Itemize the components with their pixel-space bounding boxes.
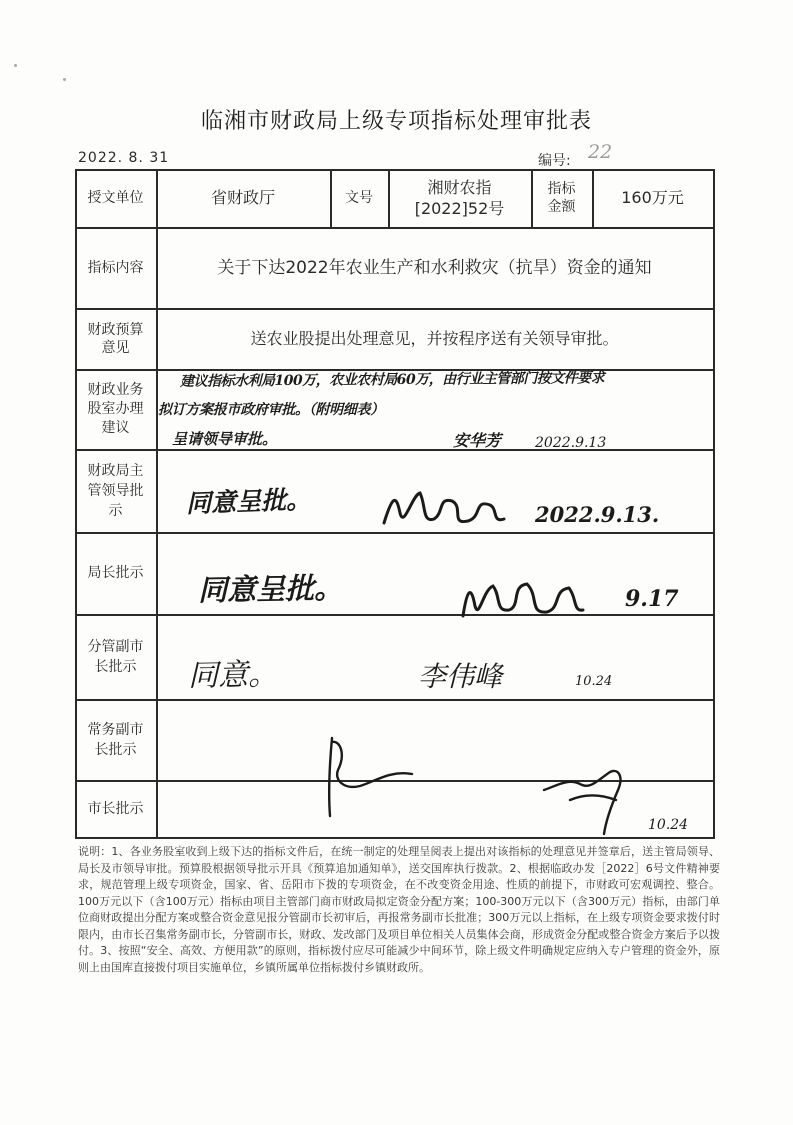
handwritten-signature: [455, 572, 585, 624]
amount-label-line: 指标: [547, 181, 576, 197]
handwritten-suggestion-line: 拟订方案报市政府审批。（附明细表）: [158, 402, 384, 418]
exec-vice-mayor-label-line: 长批示: [94, 741, 137, 758]
handwritten-date: 2022.9.13.: [535, 502, 660, 527]
serial-label: 编号:: [538, 153, 571, 169]
vice-mayor-label-line: 分管副市: [87, 638, 144, 655]
handwritten-date: 2022.9.13: [535, 435, 607, 451]
handwritten-instruction: 同意呈批。: [197, 570, 344, 608]
handwritten-instruction: 同意呈批。: [185, 484, 312, 519]
content-label: 指标内容: [87, 259, 144, 276]
doc-number-value: [388, 169, 531, 227]
document-date: 2022. 8. 31: [78, 150, 170, 166]
explanatory-note: 说明：1、各业务股室收到上级下达的指标文件后，在统一制定的处理呈阅表上提出对该指标的处理意见并签章后，送主管局领导、局长及市领导审批。预算股根据领导批示开具《预算追加通知单》，送交国库执行拨款。2、根据临政办发［2022］6号文件精神要求，规范管理上级专项资金，国家、省、岳阳市下拨的专项资金，在不改变资金用途、性质的前提下，市财政可宏观调控、整合。100万元以下（含100万元）指标由项目主管部门商市财政局拟定资金分配方案；100-300万元以下（含300万元）指标，由部门单位商财政提出分配方案或整合资金意见报分管副市长初审后，再报常务副市长批准；300万元以上指标，在上级专项资金要求拨付时限内，由市长召集常务副市长，分管副市长，财政、发改部门及项目单位相关人员集体会商，形成资金分配或整合资金方案后予以拨付。3、按照“安全、高效、方便用款”的原则，指标拨付应尽可能减少中间环节，除上级文件明确规定应纳入专户管理的资金外，原则上由国库直接拨付项目实施单位，乡镇所属单位指标拨付乡镇财政所。: [78, 845, 720, 974]
exec-vice-mayor-label: [75, 699, 156, 780]
bureau-leader-label: [75, 449, 156, 532]
exec-vice-mayor-label-line: 常务副市: [87, 721, 144, 738]
bureau-leader-label-line: 示: [108, 502, 123, 519]
handwritten-date: 9.17: [625, 586, 679, 612]
sender-label: 授文单位: [87, 190, 144, 206]
vice-mayor-label-line: 长批示: [94, 658, 137, 675]
director-label: 局长批示: [87, 565, 144, 581]
handwritten-signature: [540, 760, 640, 840]
mayor-label: 市长批示: [87, 800, 144, 817]
handwritten-signature: 李伟峰: [418, 660, 503, 693]
business-label-line: 财政业务: [87, 381, 144, 398]
handwritten-suggestion-line: 建议指标水利局100万，农业农村局60万，由行业主管部门按文件要求: [179, 370, 605, 390]
amount-value: 160万元: [621, 188, 684, 207]
document-title: 临湘市财政局上级专项指标处理审批表: [200, 109, 592, 134]
scan-speck: [63, 78, 66, 81]
handwritten-date: 10.24: [575, 674, 613, 689]
handwritten-signature: 安华芳: [453, 431, 502, 450]
doc-number-label: 文号: [345, 190, 373, 206]
serial-number: 22: [588, 141, 613, 163]
handwritten-signature: [320, 730, 420, 820]
bureau-leader-label-line: 管领导批: [87, 482, 144, 499]
doc-number-line: 湘财农指: [427, 178, 492, 197]
amount-label-line: 金额: [547, 199, 576, 215]
budget-label-line: 财政预算: [87, 321, 144, 338]
vice-mayor-label: [75, 614, 156, 699]
sender-value: 省财政厅: [210, 188, 275, 207]
bureau-leader-label-line: 财政局主: [87, 462, 144, 479]
doc-number-line: [2022]52号: [414, 199, 505, 218]
amount-label: [531, 169, 592, 227]
handwritten-instruction: 同意。: [187, 657, 279, 694]
business-label-line: 股室办理: [87, 400, 144, 417]
content-value: 关于下达2022年农业生产和水利救灾（抗旱）资金的通知: [217, 257, 652, 278]
budget-label-line: 意见: [101, 339, 130, 356]
business-label: [75, 369, 156, 449]
business-label-line: 建议: [101, 419, 130, 436]
budget-label: [75, 308, 156, 369]
budget-opinion: 送农业股提出处理意见，并按程序送有关领导审批。: [250, 328, 619, 348]
handwritten-suggestion-line: 呈请领导审批。: [172, 430, 278, 448]
scan-speck: [14, 64, 17, 67]
handwritten-date: 10.24: [648, 817, 689, 833]
handwritten-signature: [378, 483, 508, 535]
